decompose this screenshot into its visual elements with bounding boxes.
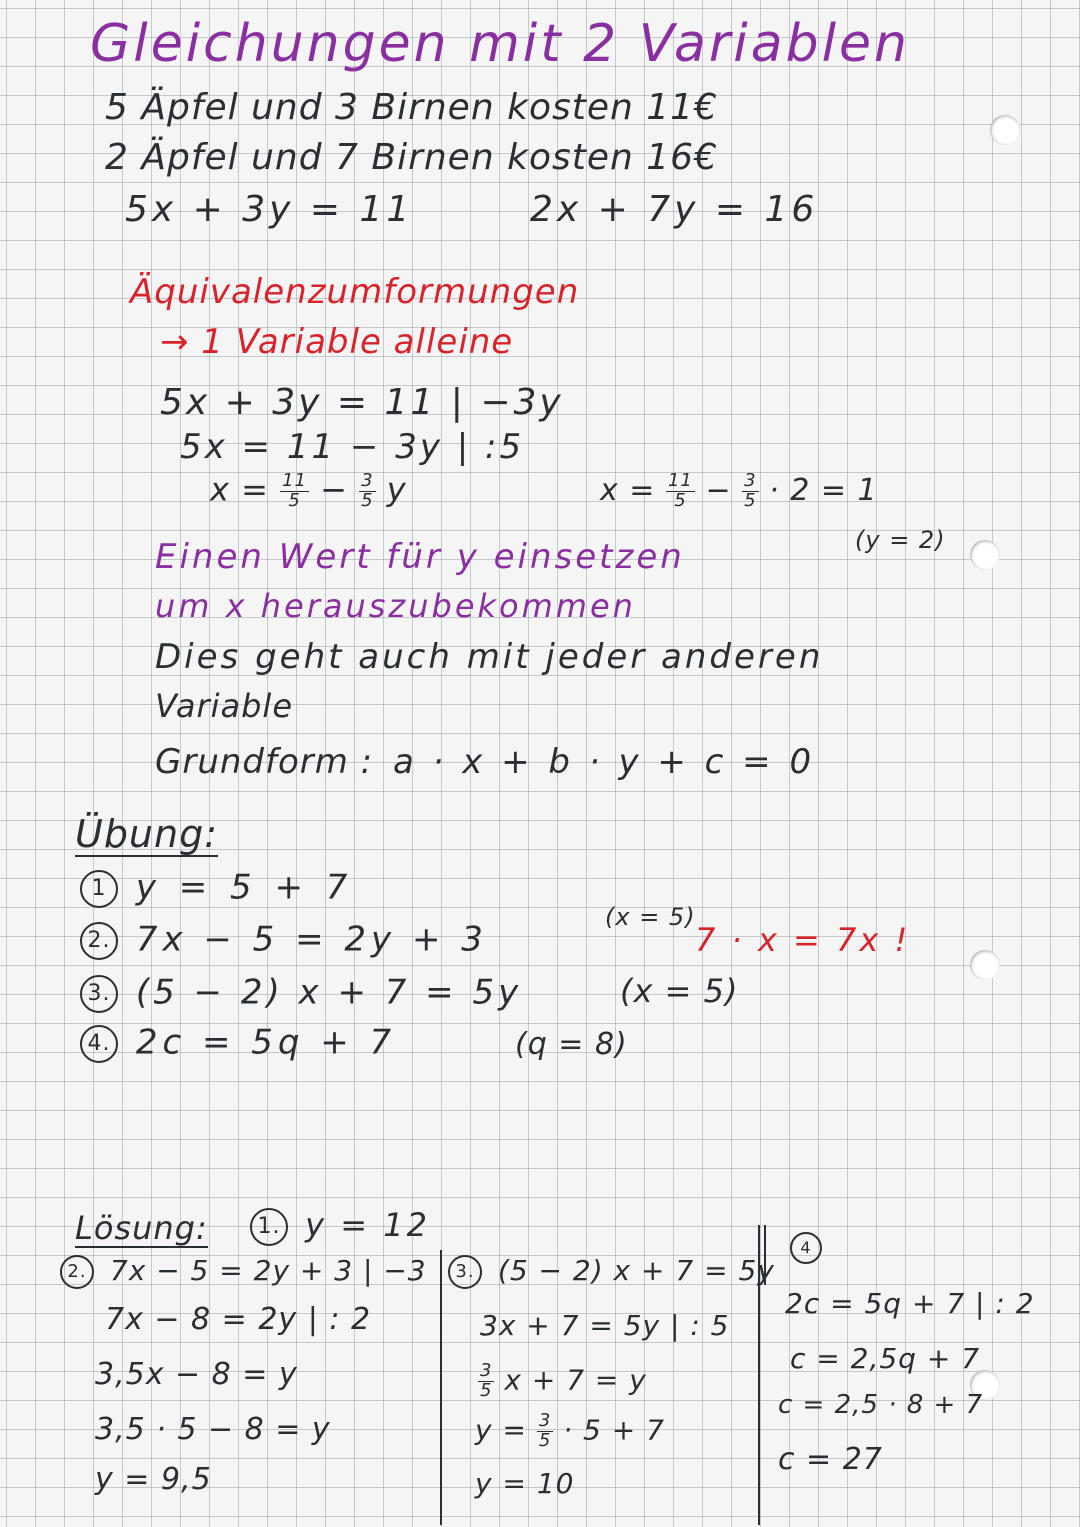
punch-hole-middle-lower (970, 950, 1000, 980)
exercise-remark: 7 · x = 7x ! (695, 921, 911, 959)
solution-2-line-4: 3,5 · 5 − 8 = y (95, 1412, 331, 1447)
solution-3-line-5: y = 10 (475, 1467, 575, 1500)
exercise-item-4-note: (q = 8) (515, 1027, 628, 1062)
method-step-2: 5x = 11 − 3y | :5 (180, 427, 525, 467)
solution-3-fraction-2: $\frac{3}{5}$ (538, 1410, 552, 1451)
problem-line-2: 2 Äpfel und 7 Birnen kosten 16€ (105, 137, 718, 178)
method-side-note: (y = 2) (855, 526, 946, 554)
step3-fraction-1: $\frac{11}{5}$ (282, 470, 307, 511)
solution-3-fraction: $\frac{3}{5}$ (480, 1360, 493, 1401)
problem-line-1: 5 Äpfel und 3 Birnen kosten 11€ (105, 87, 718, 128)
solution-2-line-1: 2. 7x − 5 = 2y + 3 | −3 (60, 1255, 427, 1289)
method-text-4: Variable (155, 687, 293, 725)
solution-heading: Lösung: (75, 1209, 208, 1247)
solution-4-line-1: 2c = 5q + 7 | : 2 (785, 1287, 1035, 1320)
exercise-item-4: 4. 2c = 5q + 7 (80, 1025, 396, 1063)
solution-4-line-4: c = 27 (778, 1442, 883, 1477)
step3-lhs: x = (210, 470, 269, 509)
solution-3-line-3: $\frac{3}{5}$ x + 7 = y (480, 1360, 647, 1401)
method-subheading: → 1 Variable alleine (160, 322, 514, 362)
method-heading: Äquivalenzumformungen (130, 272, 580, 312)
exercise-item-1: 1 y = 5 + 7 (80, 870, 353, 908)
solution-3-line-1: 3. (5 − 2) x + 7 = 5y (448, 1255, 775, 1289)
grundform (155, 742, 816, 782)
punch-hole-top (990, 115, 1020, 145)
step3-minus: − (320, 470, 348, 509)
exercise-item-3: 3. (5 − 2) x + 7 = 5y (80, 975, 522, 1013)
solution-2-line-5: y = 9,5 (95, 1462, 212, 1497)
method-text-1: Einen Wert für y einsetzen (155, 537, 685, 577)
solution-4-number: 4 (790, 1232, 828, 1264)
exercise-item-2-note: (x = 5) (605, 903, 696, 931)
solution-2-line-2: 7x − 8 = 2y | : 2 (105, 1302, 372, 1337)
step3-variable: y (386, 470, 407, 509)
solution-4-line-2: c = 2,5q + 7 (790, 1342, 981, 1375)
page-title: Gleichungen mit 2 Variablen (90, 14, 910, 74)
method-text-3: Dies geht auch mit jeder anderen (155, 637, 824, 677)
punch-hole-middle-upper (970, 540, 1000, 570)
method-text-2: um x herauszubekommen (155, 587, 636, 625)
exercise-heading: Übung: (75, 812, 219, 856)
method-step-1: 5x + 3y = 11 | −3y (160, 382, 564, 423)
step3-fraction-2: $\frac{3}{5}$ (361, 470, 374, 511)
solution-3-line-2: 3x + 7 = 5y | : 5 (480, 1309, 730, 1342)
solution-1: 1. y = 12 (250, 1208, 430, 1246)
equation-2: 2x + 7y = 16 (530, 189, 819, 230)
solution-4-line-3: c = 2,5 · 8 + 7 (778, 1390, 984, 1420)
side-fraction-1: $\frac{11}{5}$ (667, 470, 693, 511)
grundform-label: Grundform : (155, 742, 374, 782)
method-step-3 (210, 472, 407, 511)
solution-3-line-4: y = $\frac{3}{5}$ · 5 + 7 (475, 1410, 665, 1451)
side-fraction-2: $\frac{3}{5}$ (744, 470, 757, 511)
grundform-formula: a · x + b · y + c = 0 (392, 742, 816, 782)
method-side-calculation: x = $\frac{11}{5}$ − $\frac{3}{5}$ · 2 = 1 (600, 470, 878, 511)
exercise-item-3-note: (x = 5) (620, 972, 739, 1010)
solution-divider-1 (440, 1250, 442, 1525)
equation-1: 5x + 3y = 11 (125, 189, 414, 230)
solution-2-line-3: 3,5x − 8 = y (95, 1357, 298, 1392)
exercise-item-2: 2. 7x − 5 = 2y + 3 (80, 922, 488, 960)
